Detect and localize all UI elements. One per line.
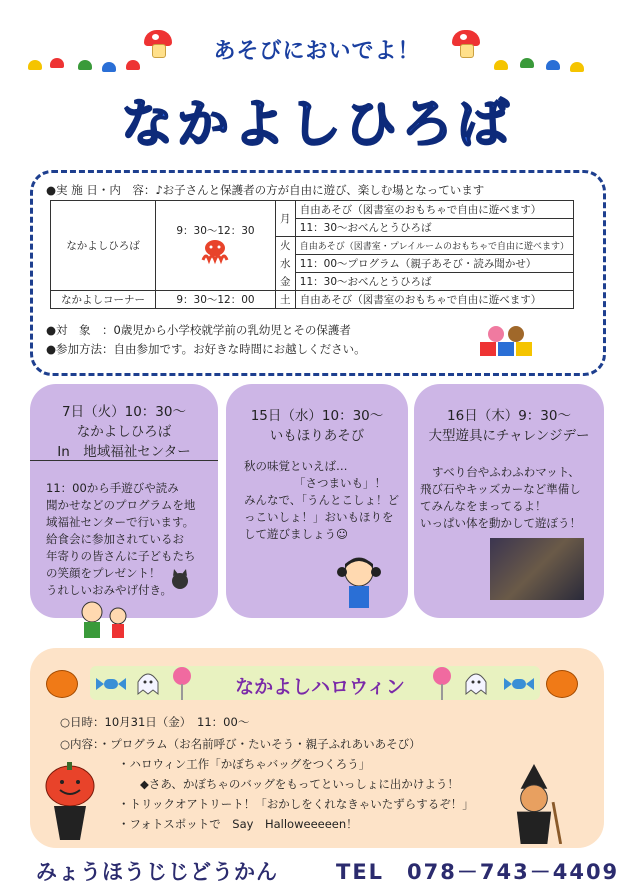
lollipop-icon [172, 666, 192, 700]
octopus-icon [198, 238, 232, 266]
day-cell: 金 [275, 273, 295, 291]
halloween-title: なかよしハロウィン [235, 676, 405, 698]
candy-icon [96, 676, 126, 692]
time-cell: 9：30～12：00 [156, 291, 276, 309]
event-title: なかよしひろば [76, 424, 172, 440]
target-line: ●対 象 ：0歳児から小学校就学前の乳幼児とその保護者 [46, 323, 351, 337]
place-cell: なかよしひろば [51, 201, 156, 291]
table-row [51, 201, 574, 219]
event-body: すべり台やふわふわマット、 飛び石やキッズカーなど準備し てみんなをまってるよ！ いっぱい体を動かして遊ぼう！ [420, 465, 581, 530]
join-line: ●参加方法：自由参加です。お好きな時間にお越しください。 [46, 342, 366, 356]
place-cell: なかよしコーナー [51, 291, 156, 309]
day-cell: 火 [275, 237, 295, 255]
detail-cell: 11：30～おべんとうひろば [295, 219, 573, 237]
children-icon [74, 600, 134, 640]
time-cell: 9：30～12：30 [156, 201, 276, 291]
toy-blocks-icon [478, 324, 538, 360]
halloween-content: ○内容：・プログラム（お名前呼び・たいそう・親子ふれあいあそび） [60, 737, 421, 751]
ghost-icon [464, 670, 488, 696]
halloween-item: ・ハロウィン工作「かぼちゃバッグをつくろう」 [118, 757, 371, 771]
halloween-date: ○日時：10月31日（金） 11：00～ [60, 715, 250, 729]
detail-cell: 自由あそび（図書室のおもちゃで自由に遊べます） [295, 201, 573, 219]
pumpkin-icon [546, 670, 578, 698]
day-cell: 土 [275, 291, 295, 309]
page-title: なかよしひろば [120, 95, 513, 155]
halloween-item: ・トリックオアトリート！「おかしをくれなきゃいたずらするぞ！」 [118, 797, 474, 811]
content-line: ●実 施 日・内 容：♪お子さんと保護者の方が自由に遊び、楽しむ場となっています [46, 183, 485, 197]
detail-cell: 自由あそび（図書室のおもちゃで自由に遊べます） [295, 291, 573, 309]
detail-cell: 自由あそび（図書室・プレイルームのおもちゃで自由に遊べます） [295, 237, 573, 255]
event-place: In 地域福祉センター [30, 440, 218, 461]
girl-icon [334, 554, 384, 614]
ghost-icon [136, 670, 160, 696]
pumpkin-character-icon [42, 762, 98, 842]
facility-name: みょうほうじじどうかん [36, 860, 278, 884]
playroom-photo [490, 538, 584, 600]
event-title: 大型遊具にチャレンジデー [428, 428, 590, 444]
pumpkin-icon [46, 670, 78, 698]
page-subtitle: あそびにおいでよ！ [213, 39, 421, 64]
cat-icon [168, 568, 192, 590]
day-cell: 月 [275, 201, 295, 237]
day-cell: 水 [275, 255, 295, 273]
event-date: 15日（水）10：30～ [250, 408, 384, 424]
event-title: いもほりあそび [269, 428, 365, 444]
telephone-number: TEL 078－743－4409 [336, 860, 620, 884]
detail-cell: 11：00～プログラム（親子あそび・読み聞かせ） [295, 255, 573, 273]
table-row [51, 291, 574, 309]
witch-character-icon [504, 764, 564, 844]
event-date: 7日（火）10：30～ [62, 404, 186, 420]
event-body: 11：00から手遊びや読み 聞かせなどのプログラムを地 域福祉センターで行います。 給食会に参加されているお 年寄りの皆さんに子どもたち の笑顔をプレゼント！ うれしいおみやげ付き。 [46, 481, 196, 597]
event-body: 秋の味覚といえば… 「さつまいも」！ みんなで、「うんとこしょ！ど っこいしょ！」おいもほりを して遊びましょう☺ [244, 459, 400, 541]
halloween-item: ◆さあ、かぼちゃのバッグをもってといっしょに出かけよう！ [140, 777, 459, 791]
schedule-table [50, 200, 574, 309]
event-date: 16日（木）9：30～ [447, 408, 571, 424]
candy-icon [504, 676, 534, 692]
halloween-item: ・フォトスポットで Say Halloweeeeen！ [118, 817, 358, 831]
detail-cell: 11：30～おべんとうひろば [295, 273, 573, 291]
